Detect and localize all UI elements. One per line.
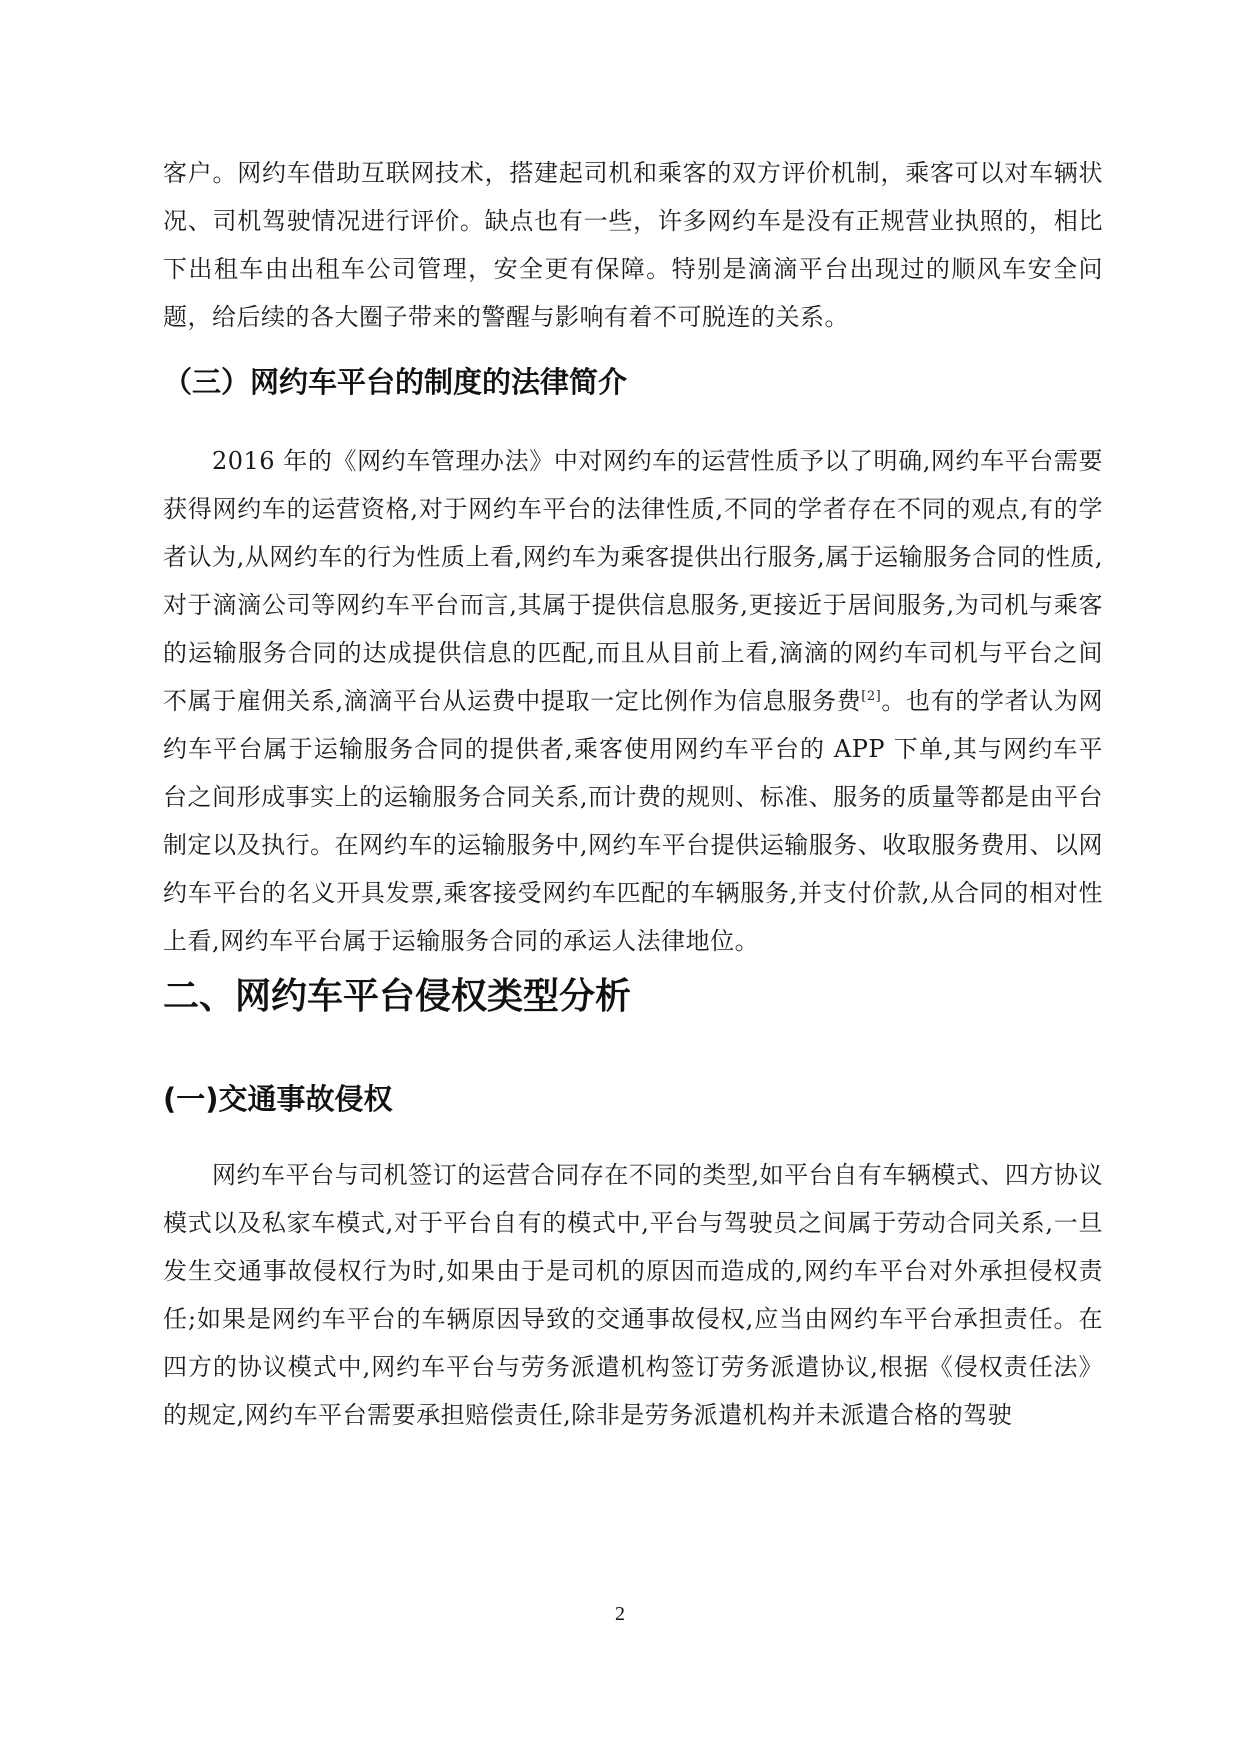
paragraph-2-text-b: 。也有的学者认为网约车平台属于运输服务合同的提供者,乘客使用网约车平台的 APP 下单,其与网约车平台之间形成事实上的运输服务合同关系,而计费的规则、标准、服务的质量等都是由平台制定以及执行。在网约车的运输服务中,网约车平台提供运输服务、收取服务费用、以网约车平台的名义开具发票,乘客接受网约车匹配的车辆服务,并支付价款,从合同的相对性上看,网约车平台属于运输服务合同的承运人法律地位。: [163, 687, 1103, 955]
body-paragraph-3: 网约车平台与司机签订的运营合同存在不同的类型,如平台自有车辆模式、四方协议模式以及私家车模式,对于平台自有的模式中,平台与驾驶员之间属于劳动合同关系,一旦发生交通事故侵权行为时,如果由于是司机的原因而造成的,网约车平台对外承担侵权责任;如果是网约车平台的车辆原因导致的交通事故侵权,应当由网约车平台承担责任。在四方的协议模式中,网约车平台与劳务派遣机构签订劳务派遣协议,根据《侵权责任法》的规定,网约车平台需要承担赔偿责任,除非是劳务派遣机构并未派遣合格的驾驶: [163, 1161, 1103, 1429]
chapter-heading-2: 二、网约车平台侵权类型分析: [163, 976, 632, 1017]
body-paragraph-2: [163, 437, 1103, 965]
citation-reference: [2]: [861, 689, 882, 704]
page-number: 2: [615, 1603, 625, 1625]
paragraph-2-text-a: 2016 年的《网约车管理办法》中对网约车的运营性质予以了明确,网约车平台需要获得网约车的运营资格,对于网约车平台的法律性质,不同的学者存在不同的观点,有的学者认为,从网约车的行为性质上看,网约车为乘客提供出行服务,属于运输服务合同的性质,对于滴滴公司等网约车平台而言,其属于提供信息服务,更接近于居间服务,为司机与乘客的运输服务合同的达成提供信息的匹配,而且从目前上看,滴滴的网约车司机与平台之间不属于雇佣关系,滴滴平台从运费中提取一定比例作为信息服务费: [163, 447, 1103, 715]
section-heading-san: （三）网约车平台的制度的法律简介: [163, 365, 628, 399]
body-paragraph-1: 客户。网约车借助互联网技术，搭建起司机和乘客的双方评价机制，乘客可以对车辆状况、司机驾驶情况进行评价。缺点也有一些，许多网约车是没有正规营业执照的，相比下出租车由出租车公司管理，安全更有保障。特别是滴滴平台出现过的顺风车安全问题，给后续的各大圈子带来的警醒与影响有着不可脱连的关系。: [163, 159, 1103, 331]
section-heading-yi: (一)交通事故侵权: [163, 1082, 393, 1116]
